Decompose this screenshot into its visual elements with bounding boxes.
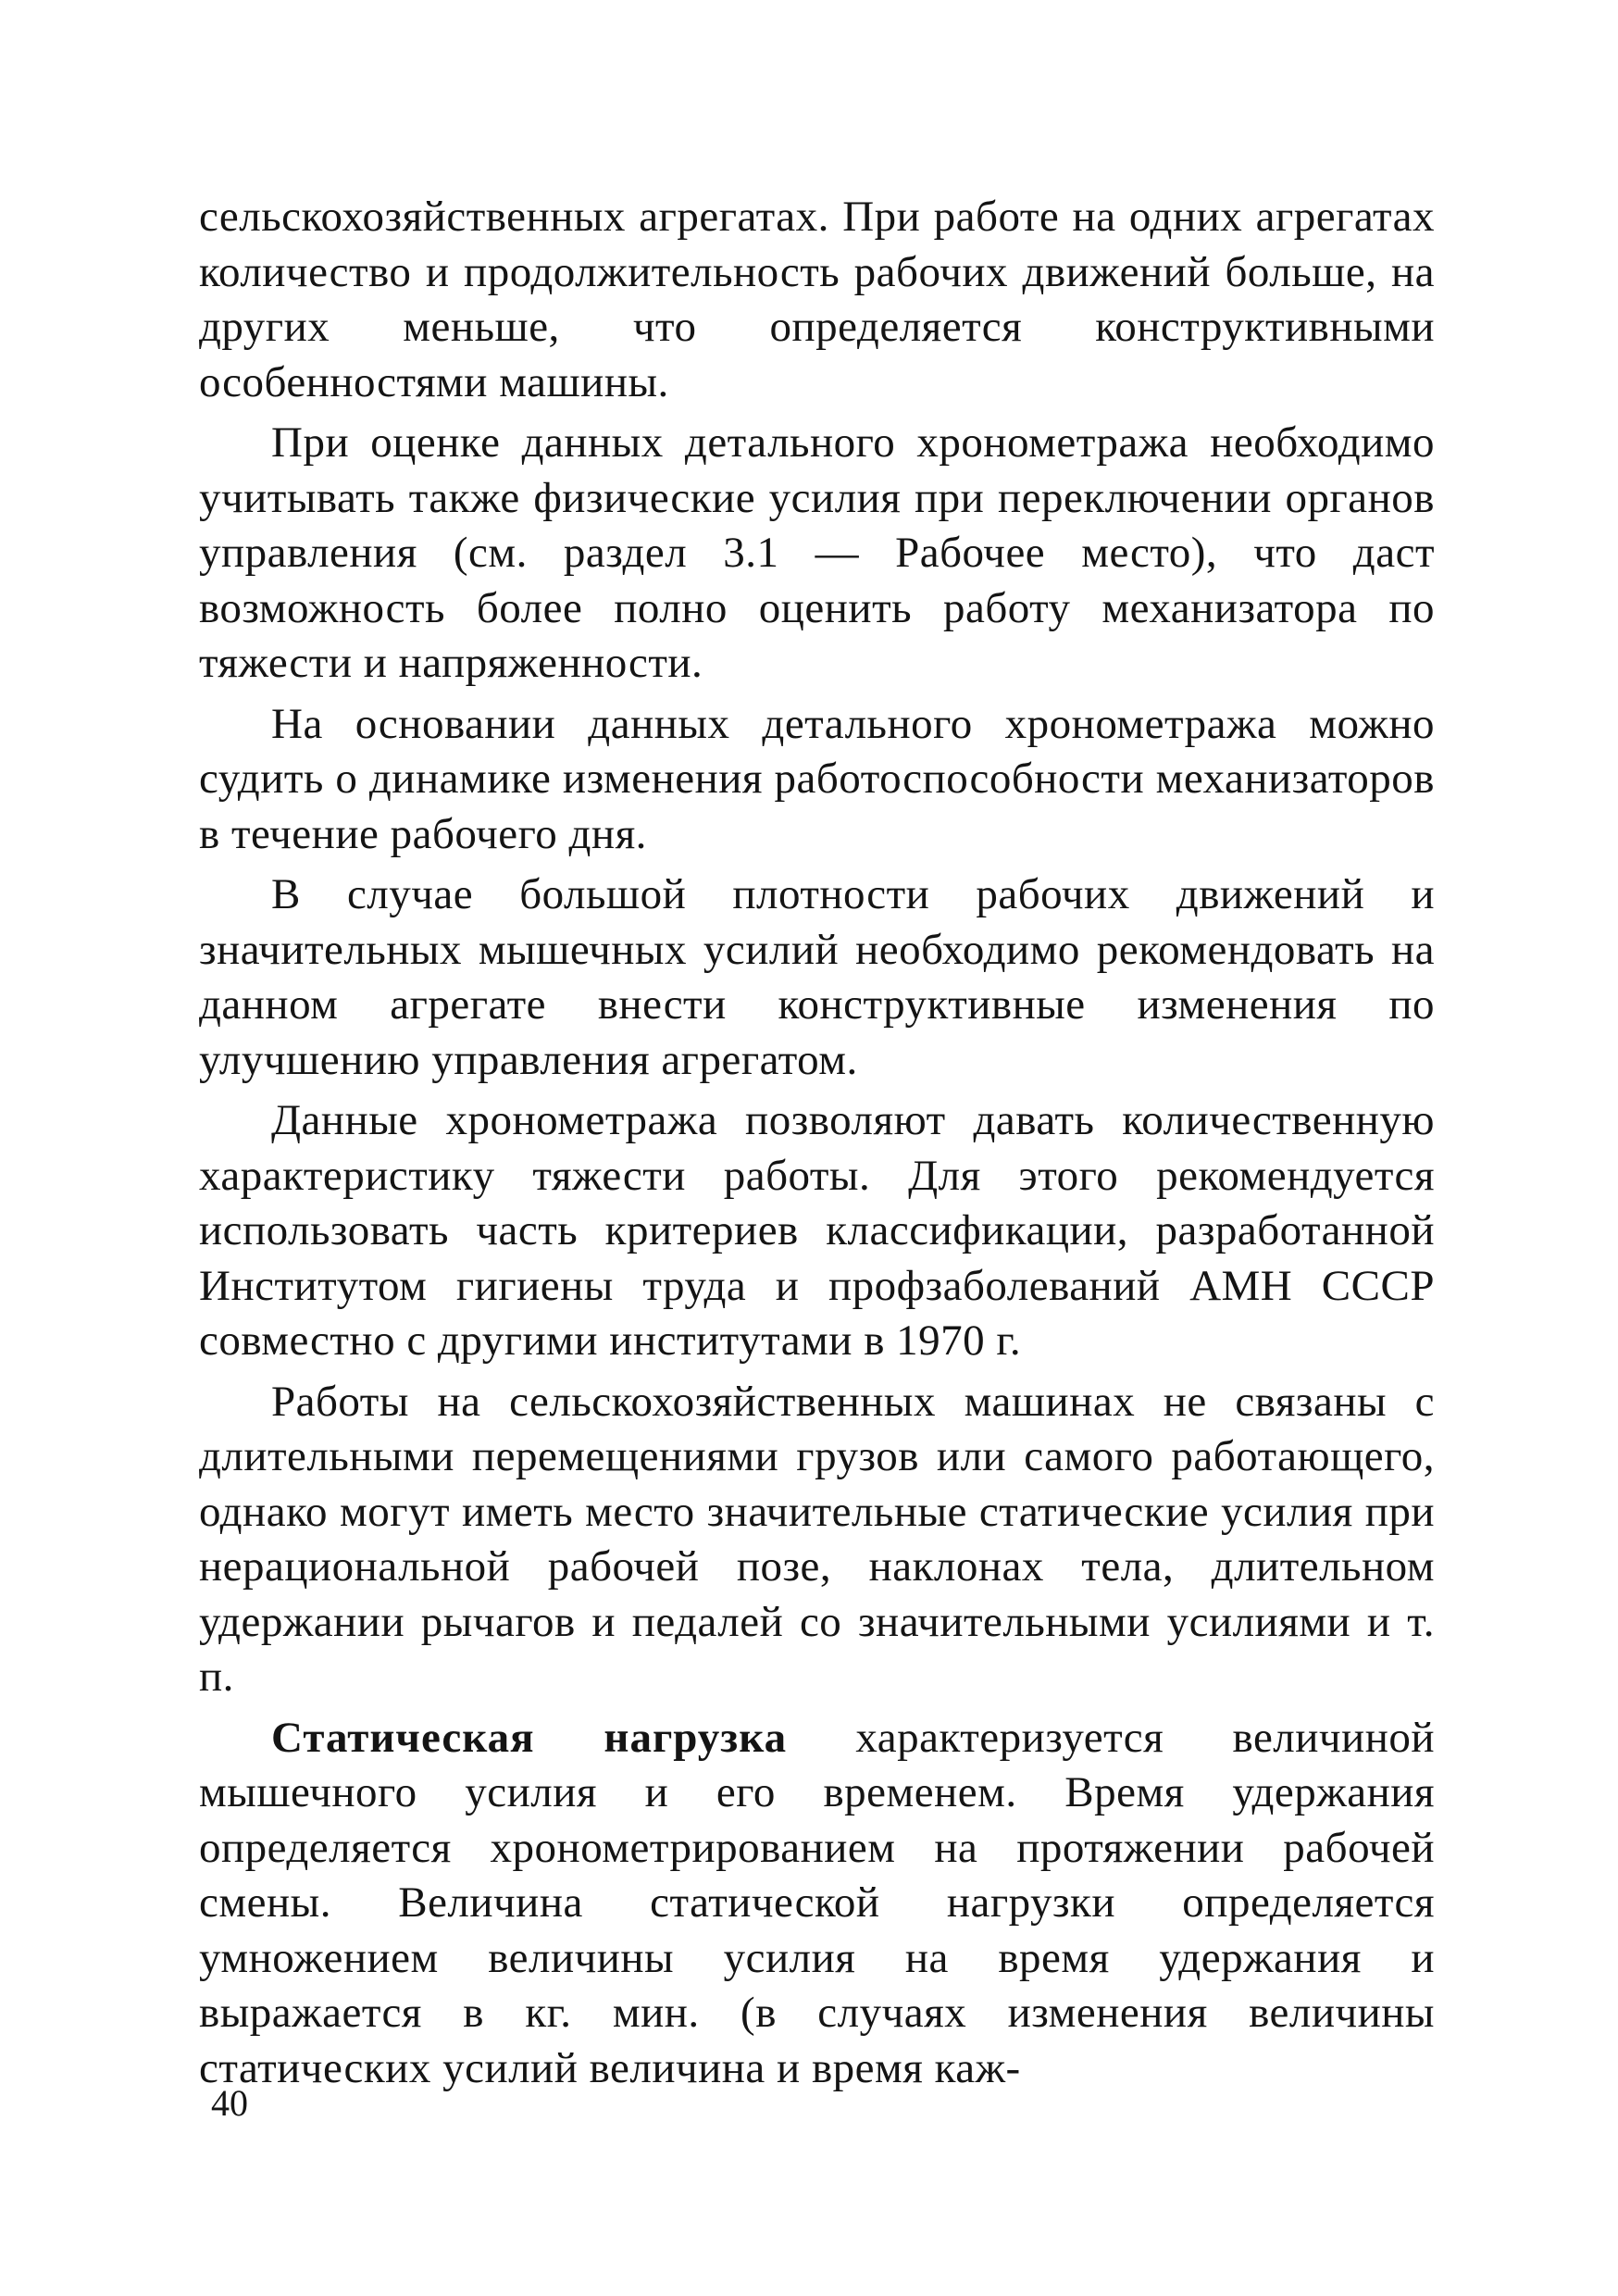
body-text	[199, 190, 1435, 2102]
paragraph-5: Данные хронометража позволяют давать количественную характеристику тяжести работы. Для этого рекомендуется использовать часть критериев классификации, разработанной Институтом гигиены труда и профзаболеваний АМН СССР совместно с другими институтами в 1970 г.	[199, 1096, 1435, 1365]
paragraph-7-text: характеризуется величиной мышечного усилия и его временем. Время удержания определяется хронометрированием на протяжении рабочей смены. Величина статической нагрузки определяется умножением величины усилия на время удержания и выражается в кг. мин. (в случаях изменения величины статических усилий величина и время каж-	[199, 1713, 1436, 2092]
paragraph-7	[199, 1711, 1435, 2097]
paragraph-3: На основании данных детального хронометража можно судить о динамике изменения работоспособности механизаторов в течение рабочего дня.	[199, 699, 1435, 858]
paragraph-1: сельскохозяйственных агрегатах. При работе на одних агрегатах количество и продолжительность рабочих движений больше, на других меньше, что определяется конструктивными особенностями машины.	[199, 193, 1435, 406]
paragraph-4: В случае большой плотности рабочих движений и значительных мышечных усилий необходимо рекомендовать на данном агрегате внести конструктивные изменения по улучшению управления агрегатом.	[199, 870, 1435, 1084]
paragraph-2: При оценке данных детального хронометража необходимо учитывать также физические усилия при переключении органов управления (см. раздел 3.1 — Рабочее место), что даст возможность более полно оценить работу механизатора по тяжести и напряженности.	[199, 418, 1435, 687]
bold-term-static-load: Статическая нагрузка	[271, 1713, 788, 1762]
page-number: 40	[211, 2082, 248, 2124]
paragraph-6: Работы на сельскохозяйственных машинах не связаны с длительными перемещениями грузов или самого работающего, однако могут иметь место значительные статические усилия при нерациональной рабочей позе, наклонах тела, длительном удержании рычагов и педалей со значительными усилиями и т. п.	[199, 1377, 1435, 1701]
